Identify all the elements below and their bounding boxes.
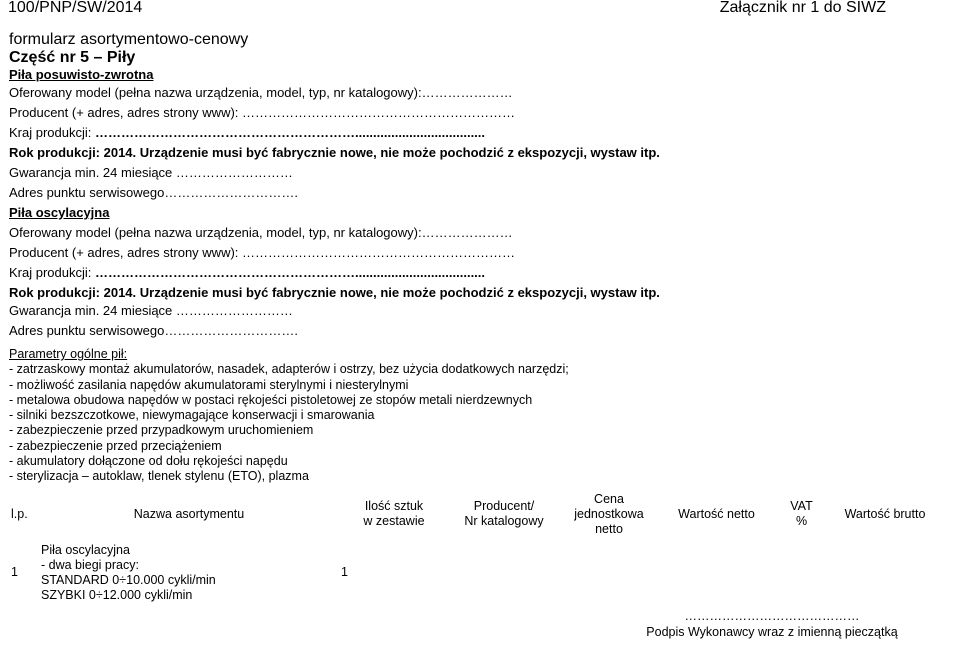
cell-quantity (339, 541, 449, 605)
name-line: SZYBKI 0÷12.000 cykli/min (41, 587, 193, 602)
cell-name (39, 541, 339, 605)
part-title: Część nr 5 – Piły (9, 49, 136, 66)
name-line: STANDARD 0÷10.000 cykli/min (41, 572, 216, 587)
parameter-item: - zabezpieczenie przed przypadkowym uruchomieniem (9, 423, 314, 438)
header-text: netto (595, 521, 623, 536)
header-gross-value (829, 488, 941, 541)
header-quantity (339, 488, 449, 541)
document-body (9, 31, 949, 605)
general-parameters (9, 347, 949, 485)
header-name (39, 488, 339, 541)
header-text: Wartość brutto (844, 506, 926, 521)
form-title: formularz asortymentowo-cenowy (9, 31, 249, 48)
header-text: Ilość sztuk (364, 499, 424, 514)
name-line: Piła oscylacyjna (41, 542, 130, 557)
header-producer (449, 488, 559, 541)
section-saw-oscillating (9, 205, 949, 338)
service-address-field: Adres punktu serwisowego…………………………. (9, 185, 298, 200)
header-text: Wartość netto (678, 506, 755, 521)
quantity-value: 1 (341, 565, 348, 580)
cell-net-value (659, 541, 774, 605)
header-net-value (659, 488, 774, 541)
table-header-row (9, 488, 941, 541)
cell-gross-value (829, 541, 941, 605)
cell-lp: 1 (11, 565, 18, 580)
header-text: VAT (790, 499, 813, 514)
header-text: Producent/ (473, 499, 535, 514)
country-dots: …………………………………………………….................................... (94, 265, 486, 280)
cell-vat (774, 541, 829, 605)
parameter-item: - silniki bezszczotkowe, niewymagające konserwacji i smarowania (9, 408, 375, 423)
document-reference: 100/PNP/SW/2014 (8, 0, 143, 16)
producer-field: Producent (+ adres, adres strony www): ……………………………………………………… (9, 245, 516, 260)
parameter-item: - zatrzaskowy montaż akumulatorów, nasadek, adapterów i ostrzy, bez użycia dodatkowych narzędzi; (9, 362, 569, 377)
signature-dots: …………………………………… (684, 609, 860, 623)
production-year-note: Rok produkcji: 2014. Urządzenie musi być fabrycznie nowe, nie może pochodzić z ekspozycji, wystaw itp. (9, 285, 660, 300)
section-title: Piła oscylacyjna (9, 205, 110, 220)
header-text: l.p. (11, 506, 28, 521)
cell-unit-price (559, 541, 659, 605)
country-field (9, 265, 949, 280)
header-text: Nr katalogowy (464, 514, 544, 529)
parameter-item: - zabezpieczenie przed przeciążeniem (9, 438, 222, 453)
country-field (9, 125, 949, 140)
assortment-table (9, 488, 941, 605)
section-saw-reciprocating (9, 67, 949, 200)
cell-producer (449, 541, 559, 605)
header-text: jednostkowa (574, 506, 644, 521)
warranty-field: Gwarancja min. 24 miesiące ……………………… (9, 165, 293, 180)
parameter-item: - możliwość zasilania napędów akumulatorami sterylnymi i niesterylnymi (9, 377, 409, 392)
model-field: Oferowany model (pełna nazwa urządzenia, model, typ, nr katalogowy):………………… (9, 85, 513, 100)
parameter-item: - sterylizacja – autoklaw, tlenek stylenu (ETO), plazma (9, 469, 309, 484)
parameters-title: Parametry ogólne pił: (9, 347, 128, 361)
header-text: % (795, 514, 808, 529)
parameter-item: - akumulatory dołączone od dołu rękojeści napędu (9, 454, 288, 469)
header-text: Nazwa asortymentu (133, 506, 245, 521)
header-lp (9, 488, 39, 541)
warranty-field: Gwarancja min. 24 miesiące ……………………… (9, 303, 293, 318)
annex-label: Załącznik nr 1 do SIWZ (719, 0, 886, 16)
service-address-field: Adres punktu serwisowego…………………………. (9, 323, 298, 338)
country-dots: …………………………………………………….................................... (94, 125, 486, 140)
name-line: - dwa biegi pracy: (41, 557, 139, 572)
header-unit-price (559, 488, 659, 541)
header-text: Cena (594, 491, 624, 506)
section-title: Piła posuwisto-zwrotna (9, 67, 154, 82)
header-vat (774, 488, 829, 541)
production-year-note: Rok produkcji: 2014. Urządzenie musi być fabrycznie nowe, nie może pochodzić z ekspozycji, wystaw itp. (9, 145, 660, 160)
country-label: Kraj produkcji: (9, 125, 95, 140)
signature-label: Podpis Wykonawcy wraz z imienną pieczątką (646, 625, 898, 639)
table-row (9, 541, 941, 605)
signature-block (642, 608, 902, 640)
country-label: Kraj produkcji: (9, 265, 95, 280)
parameter-item: - metalowa obudowa napędów w postaci rękojeści pistoletowej ze stopów metali nierdzewnych (9, 392, 533, 407)
producer-field: Producent (+ adres, adres strony www): ……………………………………………………… (9, 105, 516, 120)
model-field: Oferowany model (pełna nazwa urządzenia, model, typ, nr katalogowy):………………… (9, 225, 513, 240)
header-text: w zestawie (363, 514, 425, 529)
